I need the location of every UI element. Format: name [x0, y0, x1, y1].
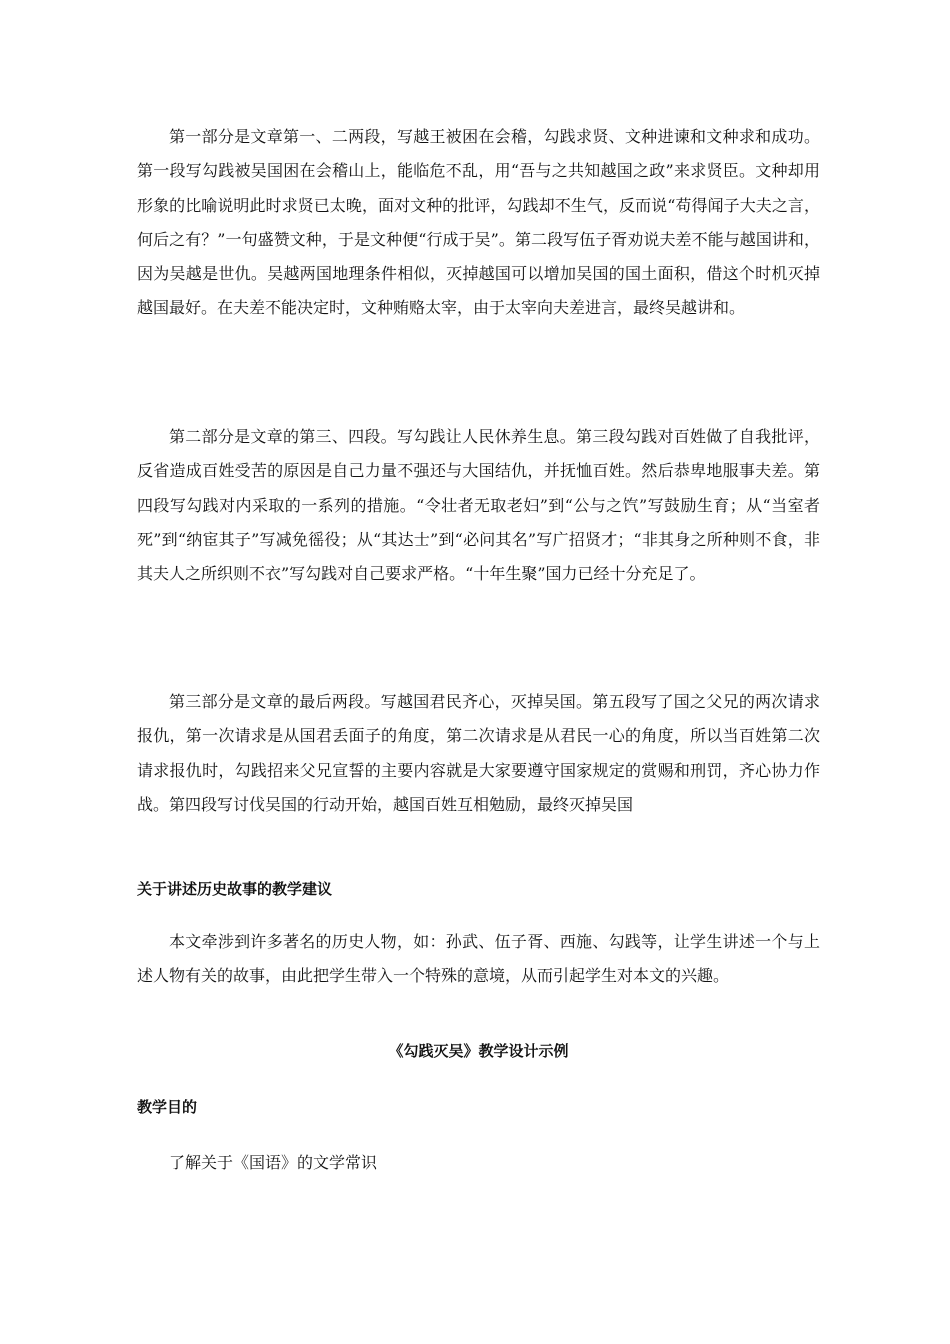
- paragraph-teaching-advice: 本文牵涉到许多著名的历史人物，如：孙武、伍子胥、西施、勾践等，让学生讲述一个与上述人物有关的故事，由此把学生带入一个特殊的意境，从而引起学生对本文的兴趣。: [137, 932, 820, 986]
- heading-teaching-advice: 关于讲述历史故事的教学建议: [137, 880, 333, 898]
- goal-item-1: 了解关于《国语》的文学常识: [169, 1153, 378, 1172]
- paragraph-part-three: 第三部分是文章的最后两段。写越国君民齐心，灭掉吴国。第五段写了国之父兄的两次请求报仇，第一次请求是从国君丢面子的角度，第二次请求是从君民一心的角度，所以当百姓第二次请求报仇时，勾践招来父兄宣誓的主要内容就是大家要遵守国家规定的赏赐和刑罚，齐心协力作战。第四段写讨伐吴国的行动开始，越国百姓互相勉励，最终灭掉吴国: [137, 692, 820, 814]
- paragraph-part-two: 第二部分是文章的第三、四段。写勾践让人民休养生息。第三段勾践对百姓做了自我批评，反省造成百姓受苦的原因是自己力量不强还与大国结仇，并抚恤百姓。然后恭卑地服事夫差。第四段写勾践对内采取的一系列的措施。“令壮者无取老妇”到“公与之饩”写鼓励生育；从“当室者死”到“纳宦其子”写减免徭役；从“其达士”到“必问其名”写广招贤才；“非其身之所种则不食，非其夫人之所织则不衣”写勾践对自己要求严格。“十年生聚”国力已经十分充足了。: [137, 427, 820, 584]
- heading-teaching-goals: 教学目的: [137, 1098, 198, 1116]
- design-example-title: 《勾践灭吴》教学设计示例: [388, 1042, 569, 1060]
- paragraph-part-one: 第一部分是文章第一、二两段，写越王被困在会稽，勾践求贤、文种进谏和文种求和成功。第一段写勾践被吴国困在会稽山上，能临危不乱，用“吾与之共知越国之政”来求贤臣。文种却用形象的比喻说明此时求贤已太晚，面对文种的批评，勾践却不生气，反而说“苟得闻子大夫之言，何后之有？”一句盛赞文种，于是文种便“行成于吴”。第二段写伍子胥劝说夫差不能与越国讲和，因为吴越是世仇。吴越两国地理条件相似，灭掉越国可以增加吴国的国土面积，借这个时机灭掉越国最好。在夫差不能决定时，文种贿赂太宰，由于太宰向夫差进言，最终吴越讲和。: [137, 127, 820, 318]
